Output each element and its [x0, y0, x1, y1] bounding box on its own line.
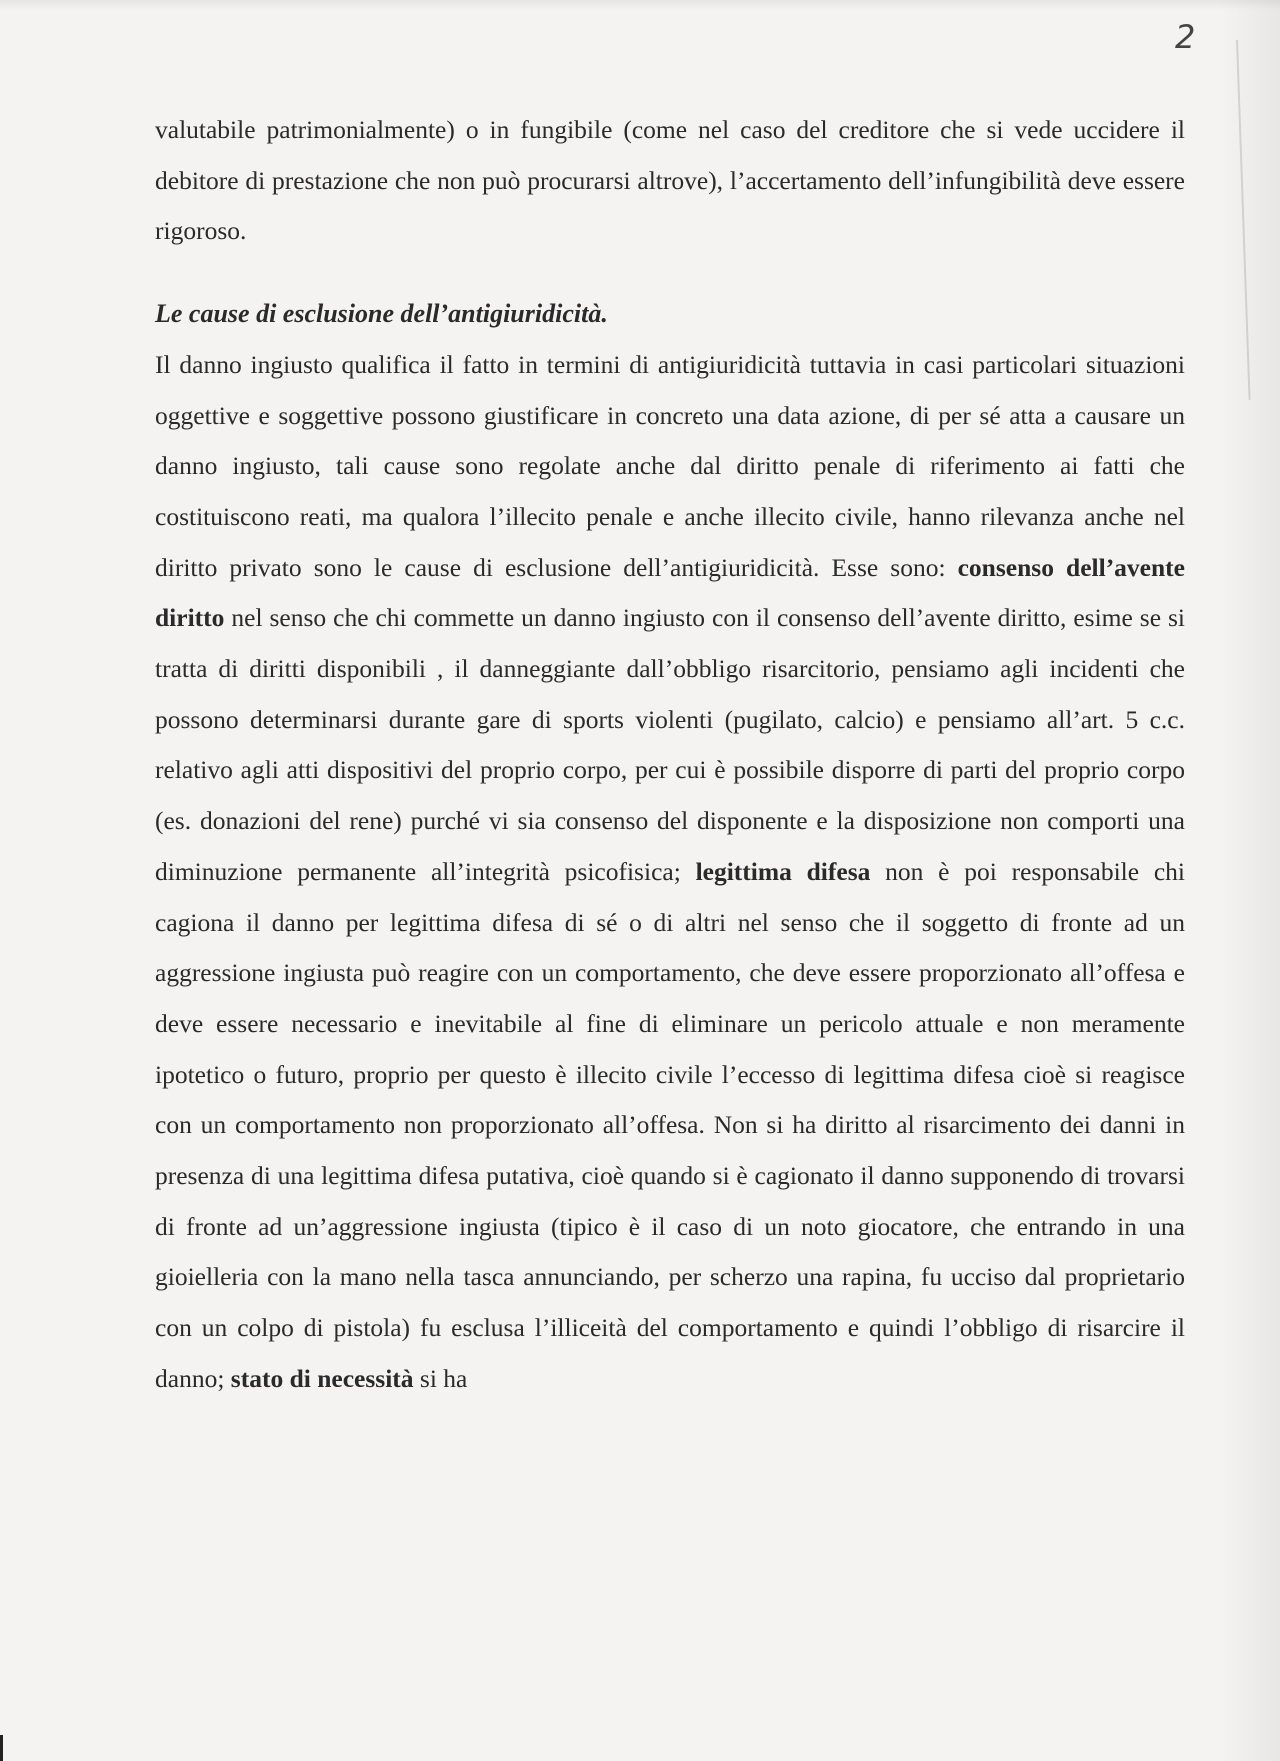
paragraph-body [155, 340, 1185, 1405]
body-text-2: nel senso che chi commette un danno ingiusto con il consenso dell’avente diritto, esime se si tratta di diritti disponibili , il danneggiante dall’obbligo risarcitorio, pensiamo agli incidenti che possono determinarsi durante gare di sports violenti (pugilato, calcio) e pensiamo all’art. 5 c.c. relativo agli atti dispositivi del proprio corpo, per cui è possibile disporre di parti del proprio corpo (es. donazioni del rene) purché vi sia consenso del disponente e la disposizione non comporti una diminuzione permanente all’integrità psicofisica; [155, 603, 1185, 886]
page-number: 2 [1175, 18, 1196, 56]
paragraph-intro: valutabile patrimonialmente) o in fungibile (come nel caso del creditore che si vede uccidere il debitore di prestazione che non può procurarsi altrove), l’accertamento dell’infungibilità deve essere rigoroso. [155, 115, 1185, 246]
term-stato-necessita: stato di necessità [230, 1363, 414, 1393]
body-text-1: Il danno ingiusto qualifica il fatto in termini di antigiuridicità tuttavia in casi particolari situazioni oggettive e soggettive possono giustificare in concreto una data azione, di per sé atta a causare un danno ingiusto, tali cause sono regolate anche dal diritto penale di riferimento ai fatti che costituiscono reati, ma qualora l’illecito penale e anche illecito civile, hanno rilevanza anche nel diritto privato sono le cause di esclusione dell’antigiuridicità. Esse sono: [155, 349, 1185, 582]
body-text-3: non è poi responsabile chi cagiona il danno per legittima difesa di sé o di altri nel senso che il soggetto di fronte ad un aggressione ingiusta può reagire con un comportamento, che deve essere proporzionato all’offesa e deve essere necessario e inevitabile al fine di eliminare un pericolo attuale e non meramente ipotetico o futuro, proprio per questo è illecito civile l’eccesso di legittima difesa cioè si reagisce con un comportamento non proporzionato all’offesa. Non si ha diritto al risarcimento dei danni in presenza di una legittima difesa putativa, cioè quando si è cagionato il danno supponendo di trovarsi di fronte ad un’aggressione ingiusta (tipico è il caso di un noto giocatore, che entrando in una gioielleria con la mano nella tasca annunciando, per scherzo una rapina, fu ucciso dal proprietario con un colpo di pistola) fu esclusa l’illiceità del comportamento e quindi l’obbligo di risarcire il danno; [155, 856, 1185, 1393]
scan-edge-mark [0, 1735, 3, 1761]
scan-shadow-top [0, 0, 1280, 10]
body-text-4: si ha [413, 1363, 468, 1393]
term-legittima-difesa: legittima difesa [695, 856, 871, 886]
section-heading: Le cause di esclusione dell’antigiuridicità. [155, 299, 608, 329]
term-consenso: consenso dell’avente diritto [155, 552, 1185, 633]
document-text [155, 105, 1185, 1405]
scan-shadow-right [1220, 0, 1280, 1761]
